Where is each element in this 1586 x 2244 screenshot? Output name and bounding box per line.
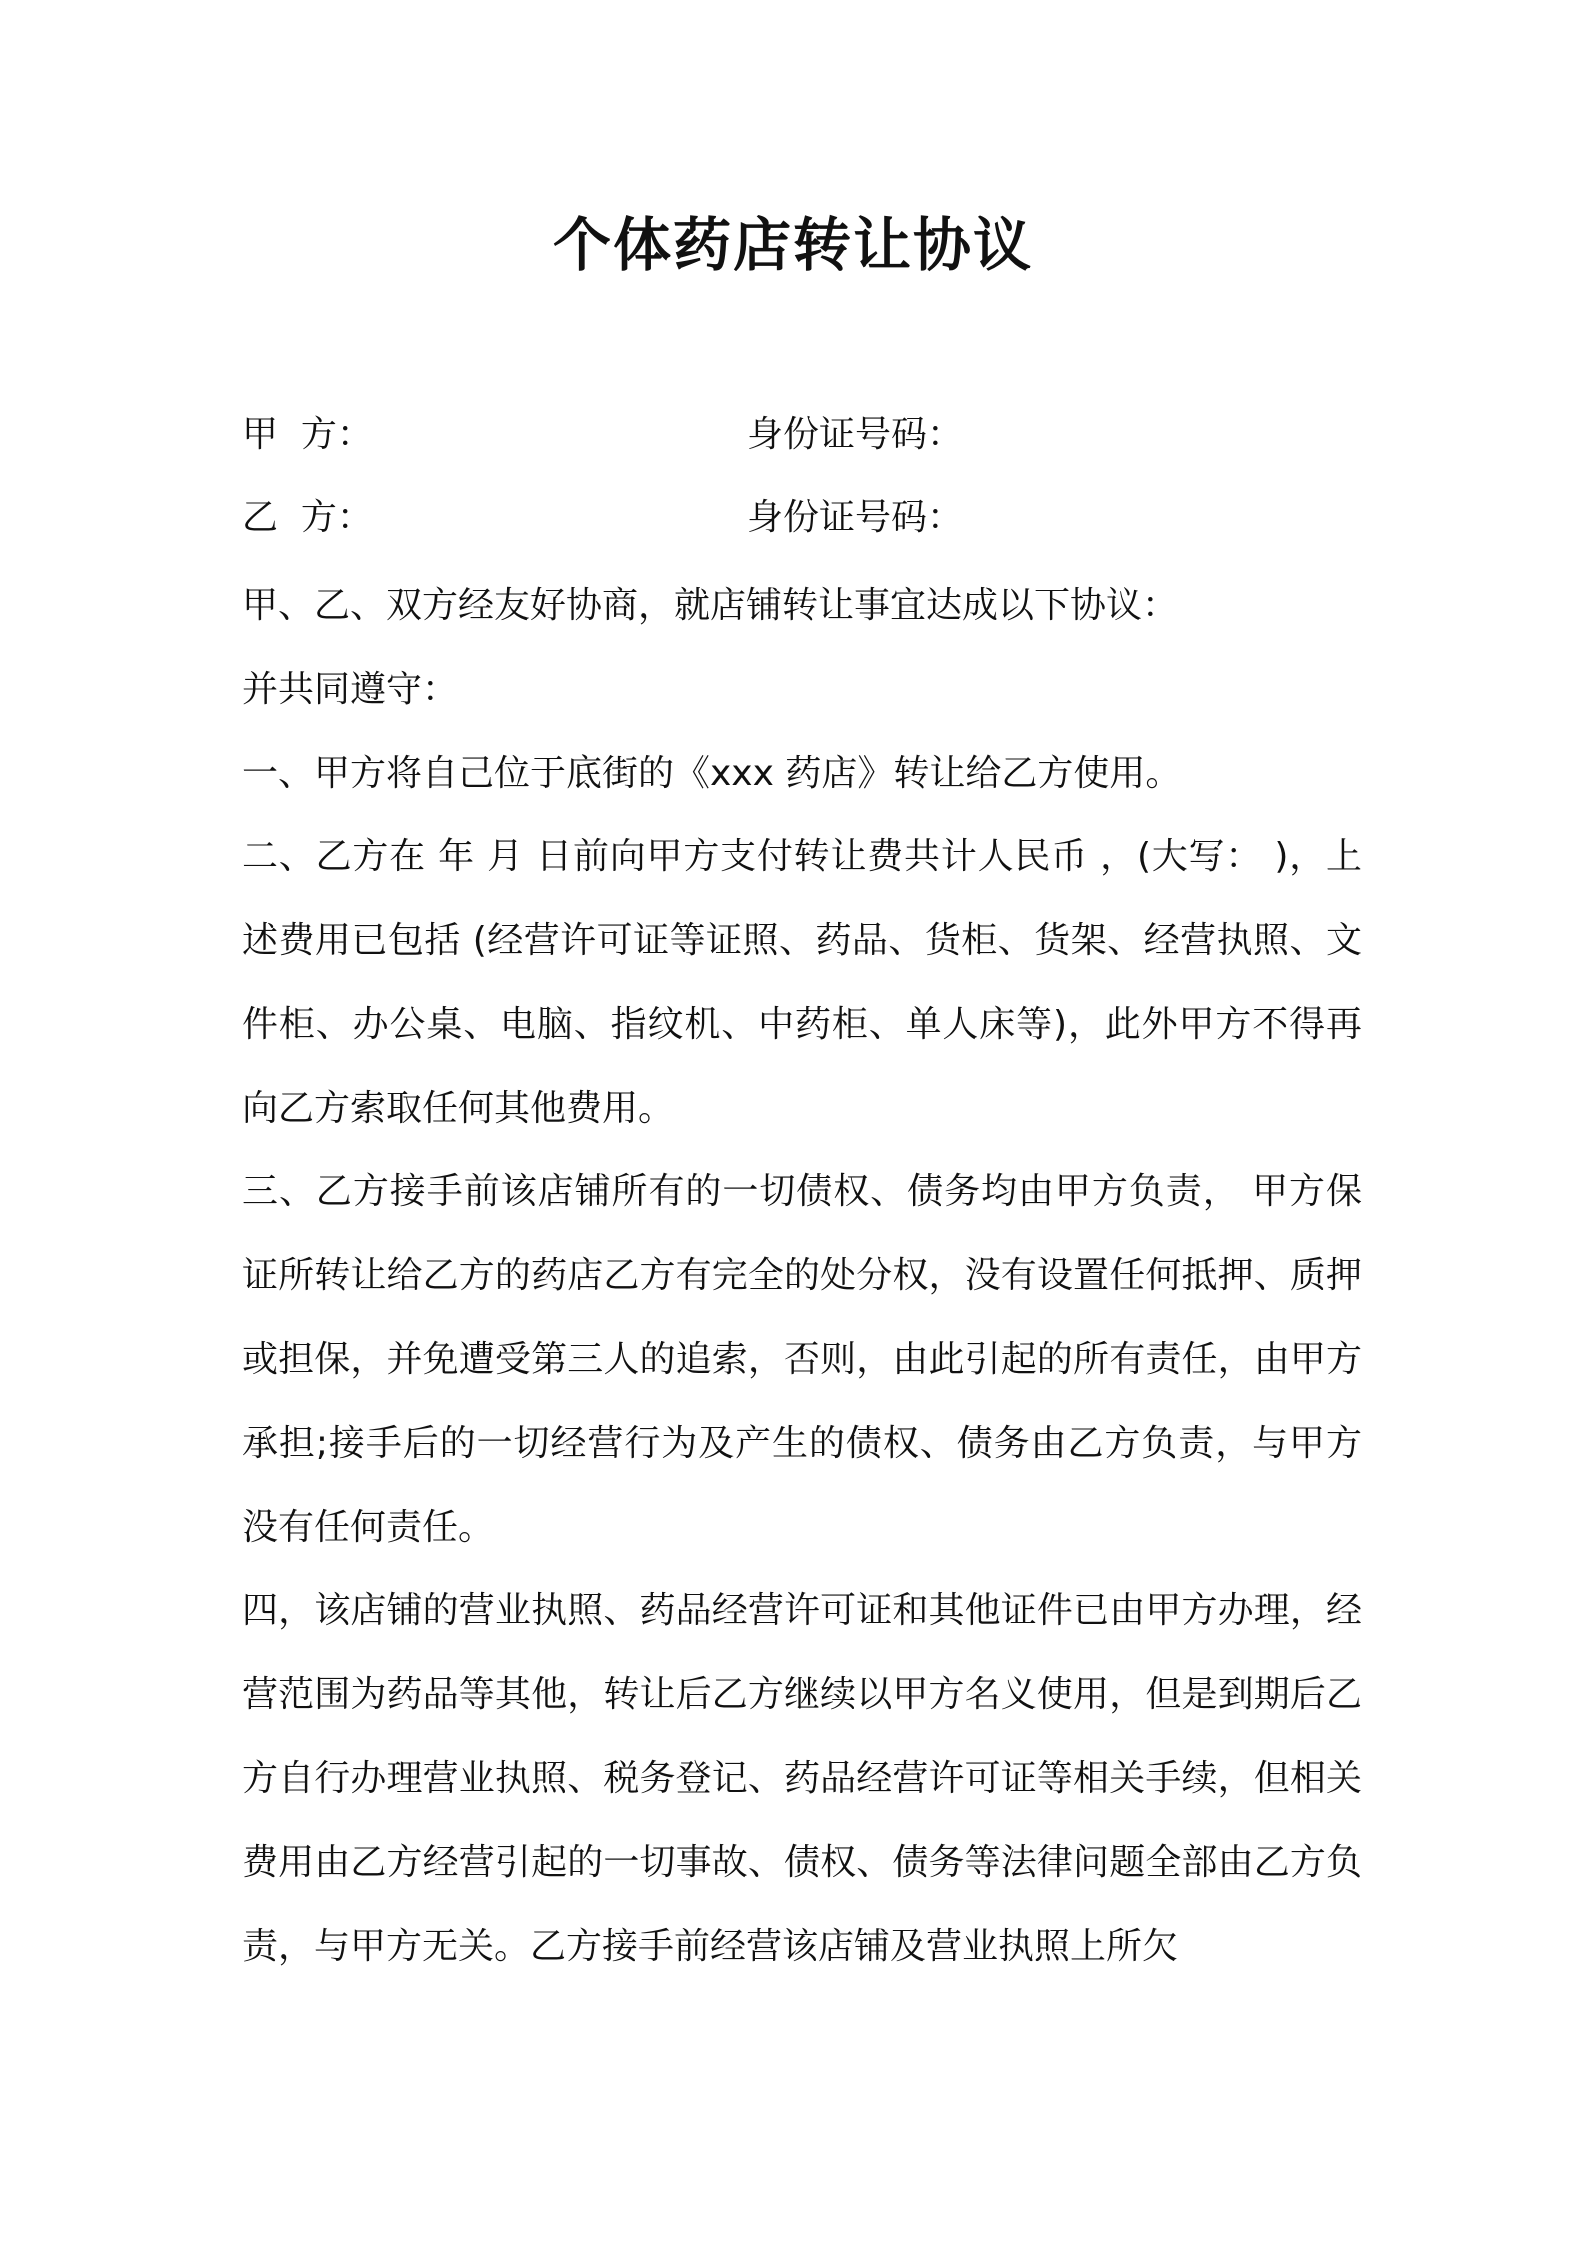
clause-1: 一、甲方将自己位于底街的《xxx 药店》转让给乙方使用。 [242, 753, 1182, 794]
party-a-label: 甲 方： [242, 414, 373, 455]
party-b-row [242, 488, 1362, 548]
party-b-id-label: 身份证号码： [747, 497, 964, 538]
intro-line-1: 甲、乙、双方经友好协商，就店铺转让事宜达成以下协议： [242, 585, 1179, 626]
party-b-label: 乙 方： [242, 497, 373, 538]
clause-2: 二、乙方在 年 月 日前向甲方支付转让费共计人民币 ，(大写： )，上述费用已包括 (经营许可证等证照、药品、货柜、货架、经营执照、文件柜、办公桌、电脑、指纹机、中药柜、单人床等)，此外甲方不得再向乙方索取任何其他费用。 [242, 836, 1362, 1129]
clause-3: 三、乙方接手前该店铺所有的一切债权、债务均由甲方负责， 甲方保证所转让给乙方的药店乙方有完全的处分权，没有设置任何抵押、质押或担保，并免遭受第三人的追索，否则，由此引起的所有责任，由甲方承担;接手后的一切经营行为及产生的债权、债务由乙方负责，与甲方没有任何责任。 [242, 1171, 1362, 1548]
document-title: 个体药店转让协议 [552, 211, 1033, 279]
clause-4: 四，该店铺的营业执照、药品经营许可证和其他证件已由甲方办理，经营范围为药品等其他，转让后乙方继续以甲方名义使用，但是到期后乙方自行办理营业执照、税务登记、药品经营许可证等相关手续，但相关费用由乙方经营引起的一切事故、债权、债务等法律问题全部由乙方负责，与甲方无关。乙方接手前经营该店铺及营业执照上所欠 [242, 1590, 1362, 1967]
party-a-id-label: 身份证号码： [747, 414, 964, 455]
party-a-row [242, 405, 1362, 465]
intro-line-2: 并共同遵守： [242, 669, 459, 710]
